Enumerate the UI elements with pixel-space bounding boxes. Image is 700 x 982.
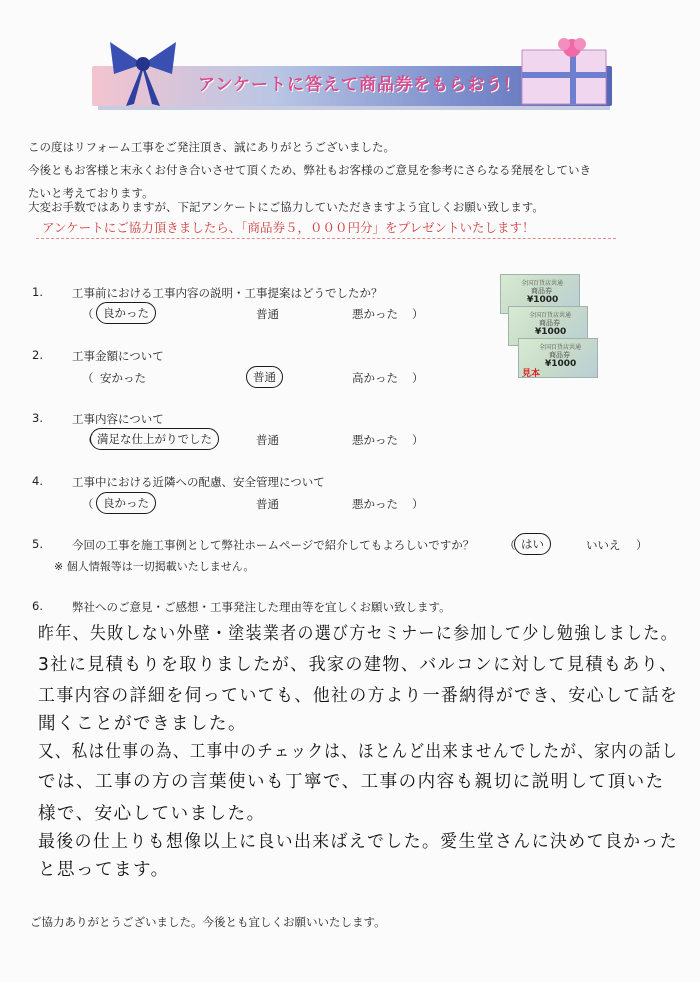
question-text: 弊社へのご意見・ご感想・工事発注した理由等を宜しくお願い致します。 [72, 600, 451, 614]
question-number: 1. [32, 285, 43, 299]
option-selected[interactable]: 満足な仕上がりでした [90, 428, 219, 450]
question-number: 5. [32, 537, 43, 551]
question-text: 工事中における近隣への配慮、安全管理について [72, 475, 325, 489]
question-text: 工事金額について [72, 349, 164, 363]
handwriting-line: 昨年、失敗しない外壁・塗装業者の選び方セミナーに参加して少し勉強しました。 [38, 624, 678, 644]
voucher-name: 商品券 [549, 351, 570, 359]
paren-close: ） [636, 538, 648, 552]
question-number: 4. [32, 474, 43, 488]
promo-text: アンケートにご協力頂きましたら、「商品券５，０００円分」をプレゼントいたします！ [42, 220, 535, 235]
paren-open: （ [82, 307, 94, 321]
paren-open: （ [82, 371, 94, 385]
paren-close: ） [412, 497, 424, 511]
voucher-issuer: 全国百貨店共通 [529, 312, 572, 319]
paren-close: ） [412, 371, 424, 385]
question-number: 2. [32, 348, 43, 362]
paren-open: （ [82, 433, 94, 447]
option[interactable]: 安かった [100, 371, 146, 385]
question-text: 工事内容について [72, 412, 164, 426]
question-text: 工事前における工事内容の説明・工事提案はどうでしたか？ [72, 286, 383, 300]
option[interactable]: 悪かった [352, 433, 398, 447]
ribbon-icon [104, 30, 182, 110]
option-selected[interactable]: はい [514, 533, 551, 555]
paren-open: （ [82, 497, 94, 511]
handwriting-line: では、工事の方の言葉使いも丁寧で、工事の内容も親切に説明して頂いた [38, 772, 665, 792]
option[interactable]: 普通 [256, 307, 279, 321]
voucher-value: ¥1000 [545, 359, 577, 369]
intro-line: 今後ともお客様と末永くお付き合いさせて頂くため、弊社もお客様のご意見を参考にさらなる発展をしていき [28, 163, 592, 177]
handwriting-line: 3社に見積もりを取りましたが、我家の建物、バルコンに対して見積もあり、 [38, 655, 678, 675]
voucher-issuer: 全国百貨店共通 [521, 280, 564, 287]
privacy-note: ※ 個人情報等は一切掲載いたしません。 [54, 560, 255, 573]
voucher-name: 商品券 [531, 287, 552, 295]
voucher-value: ¥1000 [535, 327, 567, 337]
voucher-issuer: 全国百貨店共通 [539, 344, 582, 351]
question-text: 今回の工事を施工事例として弊社ホームページで紹介してもよろしいですか？ [72, 538, 475, 552]
question-number: 3. [32, 411, 43, 425]
closing-text: ご協力ありがとうございました。今後とも宜しくお願いいたします。 [30, 915, 386, 929]
sample-stamp: 見本 [522, 369, 541, 379]
handwriting-line: と思ってます。 [38, 860, 170, 880]
paren-close: ） [412, 433, 424, 447]
option[interactable]: 悪かった [352, 307, 398, 321]
option[interactable]: 普通 [256, 433, 279, 447]
gift-box-icon [512, 32, 612, 106]
handwriting-line: 又、私は仕事の為、工事中のチェックは、ほとんど出来ませんでしたが、家内の話し [38, 742, 679, 762]
voucher-name: 商品券 [539, 319, 560, 327]
paren-open: （ [504, 538, 516, 552]
option[interactable]: 普通 [256, 497, 279, 511]
voucher-value: ¥1000 [527, 295, 559, 305]
banner-title: アンケートに答えて商品券をもらおう！ [198, 75, 521, 95]
option[interactable]: 高かった [352, 371, 398, 385]
handwriting-line: 最後の仕上りも想像以上に良い出来ばえでした。愛生堂さんに決めて良かった [38, 832, 678, 852]
option[interactable]: いいえ [586, 538, 621, 552]
paren-close: ） [412, 307, 424, 321]
handwriting-line: 様で、安心していました。 [38, 804, 266, 824]
option-selected[interactable]: 良かった [96, 302, 156, 324]
banner [92, 30, 612, 110]
gift-voucher-image [494, 270, 604, 385]
option[interactable]: 悪かった [352, 497, 398, 511]
intro-text [28, 136, 678, 205]
handwriting-line: 聞くことができました。 [38, 714, 247, 734]
intro-line: この度はリフォーム工事をご発注頂き、誠にありがとうございました。 [28, 140, 395, 154]
option-selected[interactable]: 良かった [96, 492, 156, 514]
question-number: 6. [32, 599, 43, 613]
intro-line: 大変お手数ではありますが、下記アンケートにご協力していただきますよう宜しくお願い致します。 [28, 200, 544, 214]
handwriting-line: 工事内容の詳細を伺っていても、他社の方より一番納得ができ、安心して話を [38, 686, 679, 706]
promo-underline [36, 238, 616, 239]
option-selected[interactable]: 普通 [246, 366, 283, 388]
intro-line: たいと考えております。 [28, 186, 154, 200]
